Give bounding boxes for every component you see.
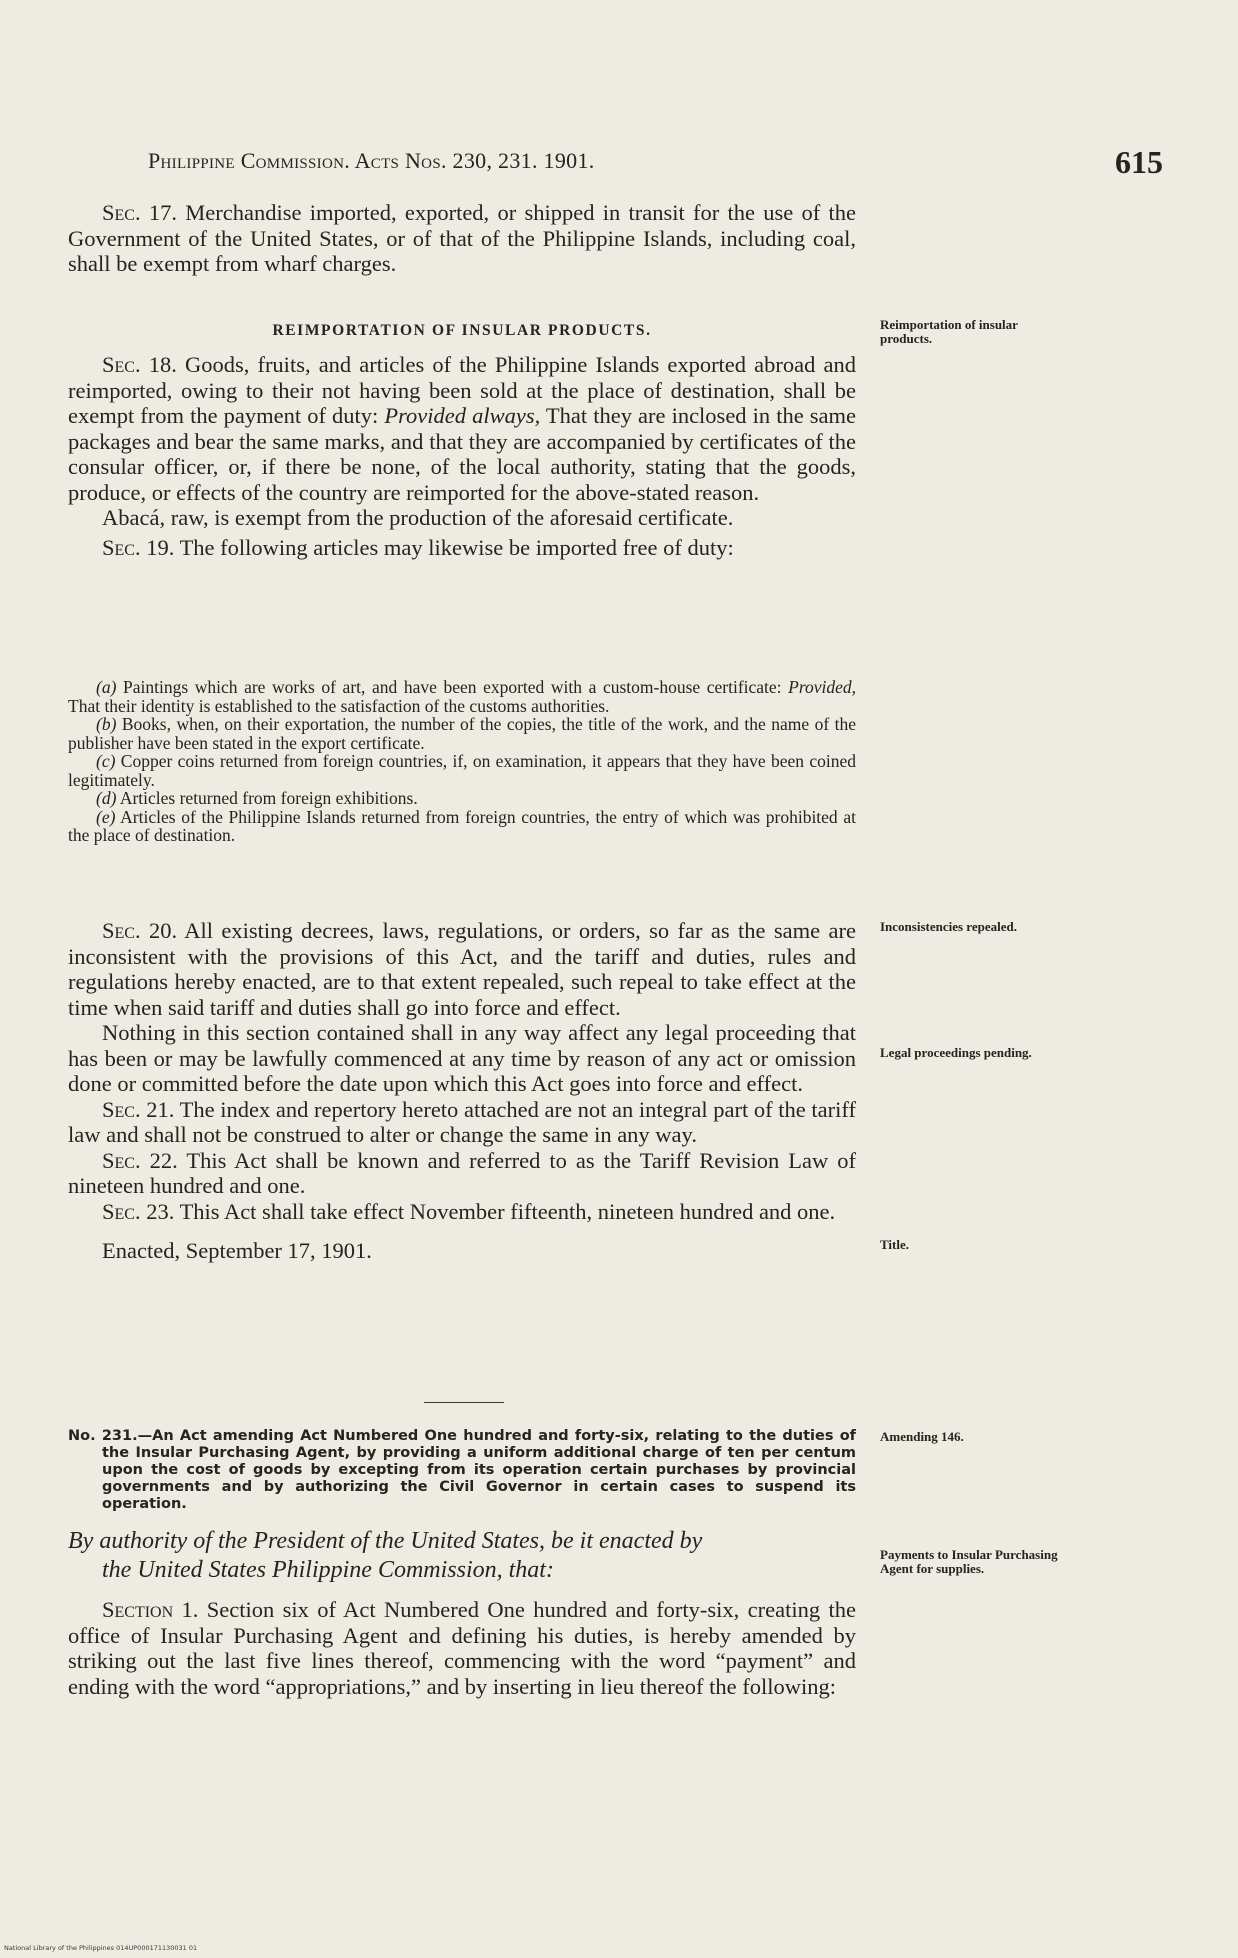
- item-e: (e) Articles of the Philippine Islands returned from foreign countries, the entry of which was prohibited at the place of destination.: [68, 806, 856, 845]
- item-b: (b) Books, when, on their exportation, the number of the copies, the title of the work, and the name of the publisher have been stated in the export certificate.: [68, 714, 856, 753]
- section-text: Goods, fruits, and articles of the Philippine Islands exported abroad and reimported, owing to their not having been sold at the place of destination, shall be exempt from the payment of duty:: [68, 352, 856, 428]
- scan-footer: National Library of the Philippines 014UP000171130031 01: [4, 1944, 198, 1952]
- section-text-continued: That they are inclosed in the same packages and bear the same marks, and that they are accompanied by certificates of the consular officer, or, if there be none, of the local authority, stating that the goods, produce, or effects of the country are reimported for the above-stated reason.: [68, 403, 857, 505]
- proviso: Provided always,: [384, 403, 541, 428]
- item-a: (a) Paintings which are works of art, and have been exported with a custom-house certificate: Provided, That their identity is established to the satisfaction of the customs authorities.: [68, 677, 857, 716]
- section-18: [68, 352, 856, 560]
- section-label: Sec. 19.: [102, 534, 175, 560]
- section-text: Merchandise imported, exported, or shipped in transit for the use of the Government of the United States, or of that of the Philippine Islands, including coal, shall be exempt from wharf charges.: [68, 200, 856, 276]
- margin-note-title: Title.: [880, 1237, 910, 1252]
- abaca-paragraph: Abacá, raw, is exempt from the production of the aforesaid certificate.: [102, 505, 734, 530]
- section-label: Sec. 17.: [102, 200, 177, 225]
- margin-note-amending: Amending 146.: [880, 1429, 964, 1444]
- margin-note-reimportation: Reimportation of insular products.: [880, 317, 1018, 346]
- sections-20-23: [68, 918, 856, 1264]
- section-heading: REIMPORTATION OF INSULAR PRODUCTS.: [272, 322, 652, 339]
- margin-note-inconsistencies: Inconsistencies repealed.: [880, 919, 1017, 934]
- enacting-clause-2: the United States Philippine Commission, that:: [102, 1557, 554, 1583]
- section-22: Sec. 22. This Act shall be known and referred to as the Tariff Revision Law of nineteen hundred and one.: [68, 1147, 857, 1198]
- act-231-section-1: Section 1. Section six of Act Numbered One hundred and forty-six, creating the office of Insular Purchasing Agent and defining his duties, is hereby amended by striking out the last five lines thereof, commencing with the word “payment” and ending with the word “appropriations,” and by inserting in lieu thereof the following:: [68, 1597, 856, 1699]
- section-label: Sec. 18.: [102, 352, 177, 377]
- enacting-clause-1: By authority of the President of the United States, be it enacted by: [68, 1528, 703, 1554]
- section-19-items: [68, 678, 856, 845]
- item-c: (c) Copper coins returned from foreign countries, if, on examination, it appears that they have been coined legitimately.: [68, 751, 857, 790]
- section-20: Sec. 20. All existing decrees, laws, regulations, or orders, so far as the same are inconsistent with the provisions of this Act, and the tariff and duties, rules and regulations hereby enacted, are to that extent repealed, such repeal to take effect at the time when said tariff and duties shall go into force and effect.: [68, 918, 856, 1020]
- nothing-paragraph: Nothing in this section contained shall in any way affect any legal proceeding that has been or may be lawfully commenced at any time by reason of any act or omission done or committed before the date upon which this Act goes into force and effect.: [68, 1020, 856, 1096]
- margin-note-payments: Payments to Insular Purchasing Agent for supplies.: [880, 1547, 1058, 1576]
- section-17: [68, 200, 856, 277]
- reimportation-heading-block: [68, 322, 856, 340]
- act-number: No. 231.: [68, 1428, 138, 1444]
- margin-note-legal: Legal proceedings pending.: [880, 1045, 1032, 1060]
- act-231: [68, 1428, 856, 1699]
- running-title: Philippine Commission. Acts Nos. 230, 231. 1901.: [148, 148, 595, 173]
- section-23: Sec. 23. This Act shall take effect November fifteenth, nineteen hundred and one.: [102, 1198, 836, 1224]
- page-number: 615: [1115, 144, 1163, 180]
- section-divider: [424, 1402, 504, 1403]
- section-21: Sec. 21. The index and repertory hereto attached are not an integral part of the tariff law and shall not be construed to alter or change the same in any way.: [68, 1096, 856, 1147]
- item-d: (d) Articles returned from foreign exhibitions.: [96, 788, 418, 808]
- act-title: [68, 1428, 856, 1513]
- enacted-date: Enacted, September 17, 1901.: [102, 1238, 372, 1263]
- act-description: —An Act amending Act Numbered One hundred and forty-six, relating to the duties of the Insular Purchasing Agent, by providing a uniform additional charge of ten per centum upon the cost of goods by excepting from its operation certain purchases by provincial governments and by authorizing the Civil Governor in certain cases to suspend its operation.: [102, 1428, 856, 1512]
- section-text: The following articles may likewise be imported free of duty:: [179, 534, 734, 560]
